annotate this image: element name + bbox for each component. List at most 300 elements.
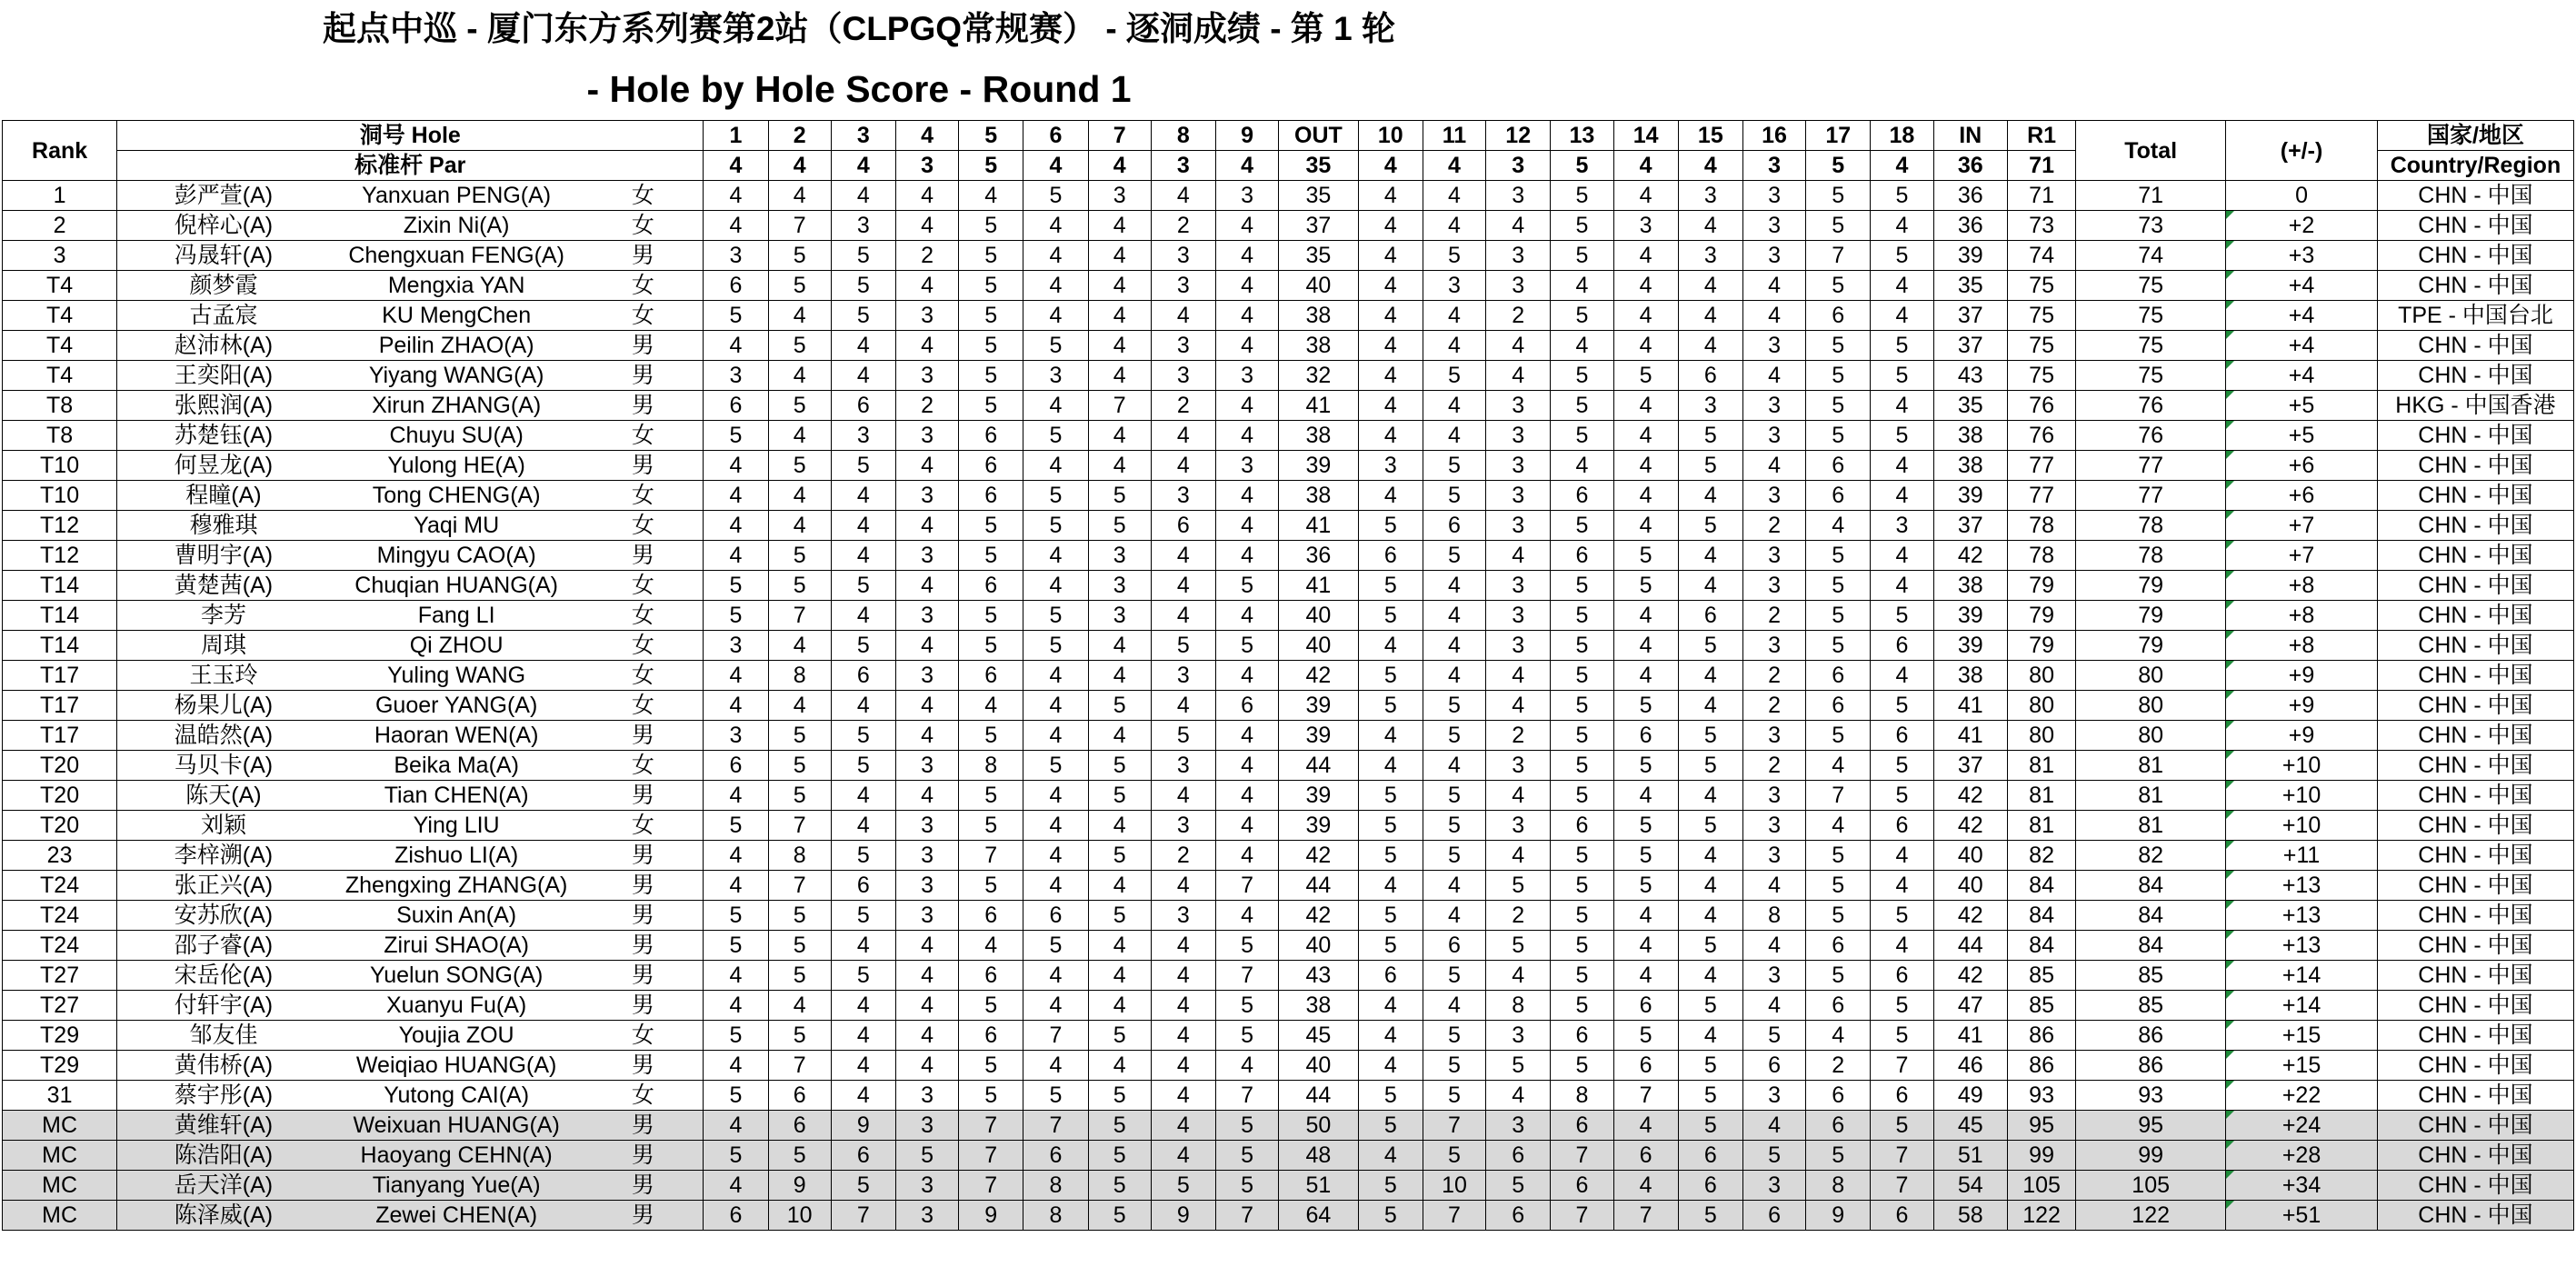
hole-score-cell: 3 [1088, 571, 1151, 601]
hole-score-cell: 4 [1871, 571, 1933, 601]
country-cell: HKG - 中国香港 [2377, 391, 2573, 421]
hole-score-cell: 4 [1215, 601, 1278, 631]
hole-score-cell: 3 [831, 421, 895, 451]
hole-score-cell: 5 [1215, 1141, 1278, 1171]
hole-score-cell: 6 [1023, 901, 1088, 931]
hole-score-cell: 4 [1613, 631, 1678, 661]
hole-score-cell: 7 [959, 1111, 1023, 1141]
hole-score-cell: 7 [1806, 241, 1871, 271]
hole-score-cell: 6 [704, 391, 768, 421]
hole-score-cell: 6 [1358, 961, 1423, 991]
par-value: 4 [1423, 151, 1485, 181]
plusminus-cell: +8 [2226, 571, 2378, 601]
total-cell: 105 [2076, 1171, 2226, 1201]
table-row [3, 421, 2574, 451]
hole-score-cell: 3 [1358, 451, 1423, 481]
hole-score-cell: 4 [1678, 541, 1742, 571]
sex-cell: 女 [584, 301, 704, 331]
par-value: 4 [1871, 151, 1933, 181]
hole-score-cell: 4 [831, 691, 895, 721]
hole-score-cell: 5 [1423, 1141, 1485, 1171]
hole-score-cell: 4 [1358, 481, 1423, 511]
hole-score-cell: 5 [1871, 991, 1933, 1021]
name-cn-cell: 黄伟桥(A) [117, 1051, 330, 1081]
hole-score-cell: 7 [1613, 1201, 1678, 1231]
out-cell: 40 [1279, 931, 1359, 961]
rank-cell: T29 [3, 1051, 117, 1081]
r1-cell: 79 [2007, 601, 2075, 631]
hole-score-cell: 5 [1806, 841, 1871, 871]
hole-score-cell: 7 [1613, 1081, 1678, 1111]
hole-score-cell: 4 [1023, 661, 1088, 691]
hole-score-cell: 6 [959, 571, 1023, 601]
hole-score-cell: 5 [1358, 901, 1423, 931]
hole-score-cell: 3 [1486, 421, 1551, 451]
hole-score-cell: 5 [959, 211, 1023, 241]
hole-score-cell: 4 [1151, 301, 1215, 331]
hole-score-cell: 5 [1613, 571, 1678, 601]
hole-score-cell: 5 [1358, 511, 1423, 541]
hole-score-cell: 4 [1678, 211, 1742, 241]
hole-score-cell: 4 [1023, 271, 1088, 301]
in-cell: 41 [1933, 721, 2007, 751]
hole-score-cell: 6 [1806, 931, 1871, 961]
hole-score-cell: 4 [768, 631, 831, 661]
hole-score-cell: 4 [1613, 421, 1678, 451]
hole-score-cell: 6 [1423, 511, 1485, 541]
hole-score-cell: 5 [768, 451, 831, 481]
hole-number: 16 [1742, 121, 1805, 151]
hole-score-cell: 6 [1486, 1201, 1551, 1231]
table-row [3, 811, 2574, 841]
hole-score-cell: 3 [704, 721, 768, 751]
hole-score-cell: 5 [1088, 1171, 1151, 1201]
r1-cell: 105 [2007, 1171, 2075, 1201]
name-cn-cell: 倪梓心(A) [117, 211, 330, 241]
hole-score-cell: 5 [831, 571, 895, 601]
hole-score-cell: 6 [704, 751, 768, 781]
hole-number: 4 [895, 121, 958, 151]
hole-score-cell: 5 [1871, 1021, 1933, 1051]
hole-score-cell: 4 [1613, 241, 1678, 271]
in-cell: 46 [1933, 1051, 2007, 1081]
hole-score-cell: 5 [1551, 991, 1613, 1021]
score-table [2, 120, 2574, 1231]
sex-cell: 男 [584, 1141, 704, 1171]
hole-score-cell: 5 [704, 571, 768, 601]
total-cell: 84 [2076, 871, 2226, 901]
hole-score-cell: 4 [1215, 421, 1278, 451]
sex-cell: 女 [584, 181, 704, 211]
in-cell: 37 [1933, 301, 2007, 331]
hole-score-cell: 4 [704, 781, 768, 811]
in-cell: 38 [1933, 661, 2007, 691]
in-cell: 42 [1933, 901, 2007, 931]
hole-score-cell: 4 [895, 1021, 958, 1051]
hole-score-cell: 5 [1551, 841, 1613, 871]
hole-score-cell: 4 [1423, 301, 1485, 331]
hole-score-cell: 5 [1551, 361, 1613, 391]
r1-cell: 76 [2007, 421, 2075, 451]
hole-score-cell: 5 [1806, 181, 1871, 211]
hole-score-cell: 4 [1358, 631, 1423, 661]
name-en-cell: Suxin An(A) [330, 901, 584, 931]
hole-score-cell: 4 [768, 511, 831, 541]
hole-score-cell: 4 [1088, 331, 1151, 361]
table-row [3, 631, 2574, 661]
out-cell: 48 [1279, 1141, 1359, 1171]
plusminus-cell: +10 [2226, 781, 2378, 811]
name-en-cell: Yutong CAI(A) [330, 1081, 584, 1111]
hole-score-cell: 4 [1871, 661, 1933, 691]
hole-score-cell: 5 [1678, 421, 1742, 451]
hole-score-cell: 3 [704, 361, 768, 391]
hole-score-cell: 3 [1215, 361, 1278, 391]
hole-score-cell: 5 [1806, 961, 1871, 991]
sex-cell: 男 [584, 541, 704, 571]
hole-score-cell: 5 [1023, 631, 1088, 661]
hole-score-cell: 4 [1358, 211, 1423, 241]
out-cell: 51 [1279, 1171, 1359, 1201]
hole-score-cell: 4 [704, 871, 768, 901]
hole-score-cell: 4 [1088, 871, 1151, 901]
hole-score-cell: 5 [1678, 1051, 1742, 1081]
hole-score-cell: 5 [1423, 1081, 1485, 1111]
plusminus-cell: 0 [2226, 181, 2378, 211]
hole-score-cell: 3 [895, 1111, 958, 1141]
hole-score-cell: 4 [1613, 511, 1678, 541]
hole-label: 洞号 Hole [117, 121, 704, 151]
hole-score-cell: 3 [1613, 211, 1678, 241]
hole-score-cell: 4 [1678, 271, 1742, 301]
hole-score-cell: 3 [1486, 751, 1551, 781]
hole-score-cell: 3 [1742, 571, 1805, 601]
out-cell: 42 [1279, 901, 1359, 931]
plusminus-cell: +6 [2226, 481, 2378, 511]
country-cell: CHN - 中国 [2377, 661, 2573, 691]
hole-score-cell: 5 [1806, 421, 1871, 451]
hole-score-cell: 4 [1151, 1021, 1215, 1051]
hole-score-cell: 3 [895, 751, 958, 781]
hole-score-cell: 5 [831, 271, 895, 301]
hole-score-cell: 4 [1871, 481, 1933, 511]
in-cell: 35 [1933, 391, 2007, 421]
r1-cell: 75 [2007, 331, 2075, 361]
hole-number: 12 [1486, 121, 1551, 151]
hole-score-cell: 4 [1613, 961, 1678, 991]
rank-cell: T14 [3, 571, 117, 601]
r1-cell: 81 [2007, 751, 2075, 781]
table-header [3, 121, 2574, 181]
hole-score-cell: 5 [1023, 751, 1088, 781]
hole-score-cell: 5 [1871, 1111, 1933, 1141]
hole-score-cell: 4 [1486, 781, 1551, 811]
hole-score-cell: 6 [1806, 1081, 1871, 1111]
hole-score-cell: 4 [1613, 661, 1678, 691]
par-value: 3 [1486, 151, 1551, 181]
page-header [0, 0, 2576, 120]
hole-score-cell: 5 [1423, 811, 1485, 841]
hole-score-cell: 4 [1088, 301, 1151, 331]
plusminus-cell: +28 [2226, 1141, 2378, 1171]
hole-score-cell: 5 [1806, 601, 1871, 631]
hole-score-cell: 3 [895, 301, 958, 331]
hole-number: 7 [1088, 121, 1151, 151]
hole-score-cell: 4 [831, 181, 895, 211]
hole-score-cell: 5 [1486, 931, 1551, 961]
plusminus-cell: +13 [2226, 901, 2378, 931]
in-cell: 39 [1933, 631, 2007, 661]
sex-cell: 男 [584, 1111, 704, 1141]
hole-score-cell: 5 [1678, 631, 1742, 661]
hole-score-cell: 5 [1678, 721, 1742, 751]
r1-cell: 77 [2007, 481, 2075, 511]
rank-cell: 23 [3, 841, 117, 871]
hole-score-cell: 4 [895, 211, 958, 241]
out-cell: 39 [1279, 451, 1359, 481]
hole-score-cell: 4 [1423, 421, 1485, 451]
par-value: 3 [1151, 151, 1215, 181]
total-cell: 76 [2076, 421, 2226, 451]
hole-number: 10 [1358, 121, 1423, 151]
hole-score-cell: 3 [1088, 181, 1151, 211]
name-cn-cell: 蔡宇彤(A) [117, 1081, 330, 1111]
hole-score-cell: 4 [1023, 871, 1088, 901]
hole-score-cell: 4 [704, 691, 768, 721]
hole-score-cell: 4 [1613, 451, 1678, 481]
hole-score-cell: 5 [1088, 481, 1151, 511]
hole-score-cell: 2 [1742, 601, 1805, 631]
hole-score-cell: 3 [1742, 331, 1805, 361]
hole-score-cell: 5 [1423, 781, 1485, 811]
in-cell: 37 [1933, 751, 2007, 781]
country-cell: CHN - 中国 [2377, 481, 2573, 511]
hole-score-cell: 5 [1551, 871, 1613, 901]
rank-header: Rank [3, 121, 117, 181]
hole-score-cell: 5 [1023, 421, 1088, 451]
par-value: 4 [1088, 151, 1151, 181]
hole-score-cell: 5 [1678, 991, 1742, 1021]
hole-score-cell: 5 [959, 1081, 1023, 1111]
name-en-cell: Qi ZHOU [330, 631, 584, 661]
hole-score-cell: 5 [959, 511, 1023, 541]
hole-score-cell: 3 [1486, 1021, 1551, 1051]
in-cell: 40 [1933, 841, 2007, 871]
par-label: 标准杆 Par [117, 151, 704, 181]
hole-score-cell: 5 [1871, 331, 1933, 361]
hole-score-cell: 5 [1023, 181, 1088, 211]
hole-score-cell: 4 [704, 991, 768, 1021]
hole-score-cell: 5 [768, 751, 831, 781]
hole-score-cell: 5 [1551, 571, 1613, 601]
hole-score-cell: 4 [1678, 571, 1742, 601]
hole-score-cell: 8 [768, 841, 831, 871]
plusminus-cell: +4 [2226, 301, 2378, 331]
name-cn-cell: 陈浩阳(A) [117, 1141, 330, 1171]
rank-cell: 31 [3, 1081, 117, 1111]
hole-score-cell: 5 [1871, 901, 1933, 931]
in-cell: 39 [1933, 481, 2007, 511]
hole-score-cell: 5 [1613, 1021, 1678, 1051]
hole-score-cell: 4 [704, 511, 768, 541]
plusminus-cell: +4 [2226, 361, 2378, 391]
name-cn-cell: 李梓溯(A) [117, 841, 330, 871]
hole-score-cell: 4 [1088, 1051, 1151, 1081]
hole-score-cell: 4 [1871, 451, 1933, 481]
page-title: 起点中巡 - 厦门东方系列赛第2站（CLPGQ常规赛） - 逐洞成绩 - 第 1 轮 [323, 10, 1395, 47]
hole-score-cell: 4 [1151, 601, 1215, 631]
out-cell: 40 [1279, 271, 1359, 301]
hole-score-cell: 6 [1613, 991, 1678, 1021]
rank-cell: T29 [3, 1021, 117, 1051]
in-cell: 41 [1933, 1021, 2007, 1051]
r1-cell: 76 [2007, 391, 2075, 421]
name-cn-cell: 古孟宸 [117, 301, 330, 331]
table-row [3, 751, 2574, 781]
in-cell: 38 [1933, 451, 2007, 481]
hole-score-cell: 2 [1806, 1051, 1871, 1081]
name-en-cell: Xirun ZHANG(A) [330, 391, 584, 421]
table-row [3, 391, 2574, 421]
hole-score-cell: 5 [1088, 1021, 1151, 1051]
hole-score-cell: 4 [1023, 451, 1088, 481]
hole-score-cell: 4 [1358, 1021, 1423, 1051]
hole-score-cell: 4 [1088, 271, 1151, 301]
r1-cell: 80 [2007, 691, 2075, 721]
in-cell: 58 [1933, 1201, 2007, 1231]
hole-score-cell: 2 [1742, 751, 1805, 781]
country-cell: CHN - 中国 [2377, 631, 2573, 661]
hole-score-cell: 4 [1358, 241, 1423, 271]
table-row [3, 511, 2574, 541]
sex-cell: 男 [584, 451, 704, 481]
hole-score-cell: 6 [1678, 601, 1742, 631]
hole-score-cell: 4 [1423, 901, 1485, 931]
table-body [3, 181, 2574, 1231]
hole-score-cell: 5 [1486, 1051, 1551, 1081]
r1-cell: 75 [2007, 271, 2075, 301]
hole-score-cell: 4 [768, 481, 831, 511]
name-en-cell: Chuqian HUANG(A) [330, 571, 584, 601]
hole-score-cell: 3 [1742, 781, 1805, 811]
hole-score-cell: 5 [1678, 1081, 1742, 1111]
hole-score-cell: 4 [1151, 1141, 1215, 1171]
hole-score-cell: 3 [1678, 181, 1742, 211]
hole-score-cell: 4 [1215, 511, 1278, 541]
sex-cell: 男 [584, 361, 704, 391]
hole-score-cell: 4 [1358, 751, 1423, 781]
name-cn-cell: 付轩宇(A) [117, 991, 330, 1021]
hole-score-cell: 4 [1358, 391, 1423, 421]
hole-score-cell: 5 [1358, 931, 1423, 961]
hole-score-cell: 5 [1551, 631, 1613, 661]
hole-score-cell: 4 [704, 1051, 768, 1081]
hole-score-cell: 4 [1088, 991, 1151, 1021]
country-cell: CHN - 中国 [2377, 871, 2573, 901]
hole-score-cell: 4 [1871, 931, 1933, 961]
plusminus-cell: +3 [2226, 241, 2378, 271]
name-cn-cell: 何昱龙(A) [117, 451, 330, 481]
hole-score-cell: 4 [1358, 721, 1423, 751]
hole-score-cell: 4 [959, 691, 1023, 721]
name-en-cell: Yanxuan PENG(A) [330, 181, 584, 211]
hole-score-cell: 5 [959, 721, 1023, 751]
hole-score-cell: 6 [1678, 1171, 1742, 1201]
name-cn-cell: 黄楚茜(A) [117, 571, 330, 601]
total-cell: 84 [2076, 901, 2226, 931]
name-cn-cell: 周琪 [117, 631, 330, 661]
hole-score-cell: 6 [1551, 811, 1613, 841]
hole-score-cell: 7 [1806, 781, 1871, 811]
country-cell: CHN - 中国 [2377, 511, 2573, 541]
hole-score-cell: 4 [704, 211, 768, 241]
table-row [3, 691, 2574, 721]
hole-score-cell: 8 [1742, 901, 1805, 931]
sex-cell: 女 [584, 421, 704, 451]
hole-number: 11 [1423, 121, 1485, 151]
r1-cell: 84 [2007, 871, 2075, 901]
in-cell: 49 [1933, 1081, 2007, 1111]
in-cell: 47 [1933, 991, 2007, 1021]
name-en-cell: Haoran WEN(A) [330, 721, 584, 751]
hole-number: 13 [1551, 121, 1613, 151]
rank-cell: T20 [3, 781, 117, 811]
hole-score-cell: 5 [1151, 1171, 1215, 1201]
hole-score-cell: 2 [895, 391, 958, 421]
hole-number: 14 [1613, 121, 1678, 151]
hole-score-cell: 5 [768, 541, 831, 571]
hole-score-cell: 7 [1215, 871, 1278, 901]
hole-number: 3 [831, 121, 895, 151]
hole-score-cell: 4 [831, 1081, 895, 1111]
out-cell: 40 [1279, 601, 1359, 631]
hole-score-cell: 6 [1742, 1051, 1805, 1081]
hole-score-cell: 4 [1613, 271, 1678, 301]
hole-score-cell: 5 [1551, 421, 1613, 451]
hole-score-cell: 5 [1806, 391, 1871, 421]
hole-score-cell: 6 [1358, 541, 1423, 571]
hole-score-cell: 4 [1871, 301, 1933, 331]
hole-score-cell: 5 [768, 241, 831, 271]
r1-header: R1 [2007, 121, 2075, 151]
country-cell: CHN - 中国 [2377, 691, 2573, 721]
sex-cell: 女 [584, 211, 704, 241]
hole-score-cell: 3 [831, 211, 895, 241]
hole-score-cell: 4 [1088, 661, 1151, 691]
hole-score-cell: 5 [1215, 1111, 1278, 1141]
sex-cell: 男 [584, 1201, 704, 1231]
total-cell: 78 [2076, 541, 2226, 571]
hole-score-cell: 6 [1806, 451, 1871, 481]
hole-score-cell: 6 [1551, 541, 1613, 571]
hole-score-cell: 5 [1806, 871, 1871, 901]
hole-score-cell: 3 [1423, 271, 1485, 301]
hole-score-cell: 4 [831, 511, 895, 541]
hole-score-cell: 7 [959, 1141, 1023, 1171]
hole-score-cell: 4 [1151, 931, 1215, 961]
hole-score-cell: 4 [1486, 361, 1551, 391]
hole-score-cell: 5 [1215, 631, 1278, 661]
hole-score-cell: 7 [1551, 1201, 1613, 1231]
hole-score-cell: 4 [1215, 481, 1278, 511]
hole-score-cell: 5 [1486, 1171, 1551, 1201]
hole-score-cell: 5 [1023, 1081, 1088, 1111]
hole-score-cell: 6 [1486, 1141, 1551, 1171]
sex-cell: 女 [584, 751, 704, 781]
rank-cell: T24 [3, 931, 117, 961]
hole-score-cell: 4 [1613, 301, 1678, 331]
country-cell: CHN - 中国 [2377, 271, 2573, 301]
